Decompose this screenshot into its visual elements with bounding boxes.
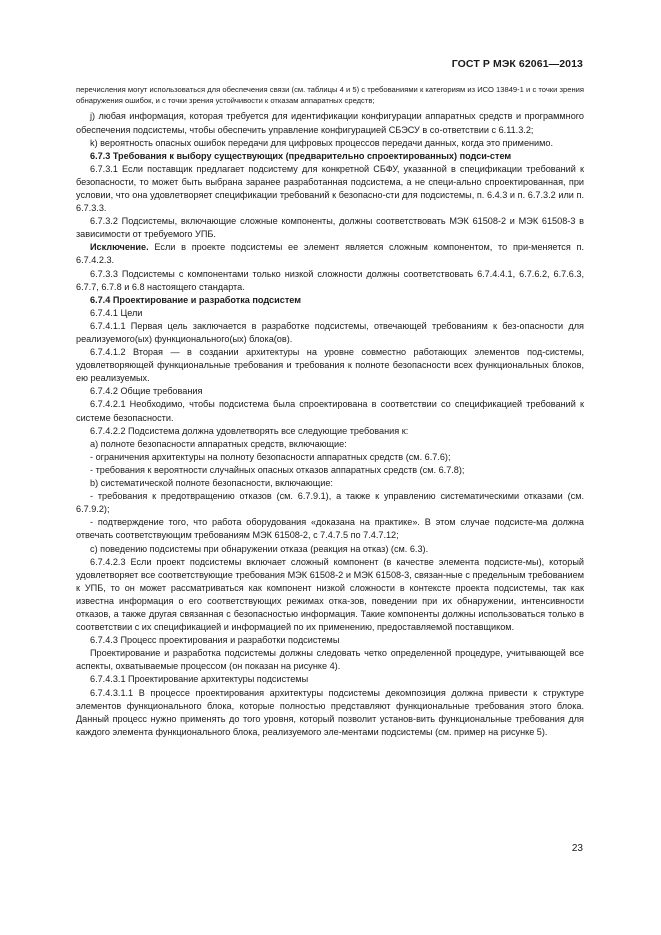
list-item-k: k) вероятность опасных ошибок передачи для цифровых процессов передачи данных, когда это применимо. [90,137,554,148]
section-heading-6-7-3: 6.7.3 Требования к выбору существующих (предварительно спроектированных) подси-стем [90,150,512,161]
clause-6-7-4-1: 6.7.4.1 Цели [90,307,143,318]
clause-6-7-4-2-3: 6.7.4.2.3 Если проект подсистемы включает сложный компонент (в качестве элемента подсисте-мы), который удовлетворяет все соответствующие требования МЭК 61508-2 и МЭК 61508-3, связан-ные с предельным требованием к УПБ, то он может рассматриваться как компонент низкой сложности в контексте проекта подсистемы, так как известна информация о его соответствующих режимах отка-зов, поведении при их обнаружении, интенсивности отказов, а также другая связанная с безопасностью информация. Такие компоненты должны использоваться только в соответствии с их спецификацией и информацией по их применению, предоставляемой поставщиком. [76,556,584,633]
section-heading-6-7-4: 6.7.4 Проектирование и разработка подсистем [90,294,301,305]
page-number: 23 [571,843,583,854]
list-item-j: j) любая информация, которая требуется для идентификации конфигурации аппаратных средств и программного обеспечения подсистемы, чтобы обеспечить управление конфигурацией СБЭСУ в со-ответствии с 6.11.3.2; [76,111,584,135]
clause-6-7-4-2-1: 6.7.4.2.1 Необходимо, чтобы подсистема была спроектирована в соответствии со спецификацией требований к системе безопасности. [76,399,584,423]
clause-6-7-3-2: 6.7.3.2 Подсистемы, включающие сложные компоненты, должны соответствовать МЭК 61508-2 и МЭК 61508-3 в зависимости от требуемого УПБ. [76,216,584,240]
clause-6-7-4-1-2: 6.7.4.1.2 Вторая — в создании архитектуры на уровне совместно работающих элементов под-системы, удовлетворяющей функциональные требования и требования к полноте безопасности всех функциональных блоков, ею реализуемых. [76,347,584,384]
exception-text: Если в проекте подсистемы ее элемент является сложным компонентом, то при-меняется п. 6.7.4.2.3. [76,242,584,266]
clause-6-7-3-1: 6.7.3.1 Если поставщик предлагает подсистему для конкретной СБФУ, указанной в спецификации требований к безопасности, то может быть выбрана заранее разработанная подсистема, а не специ-ально спроектированная, при условии, что она удовлетворяет спецификации требований к безопасно-сти для подсистемы, п. 6.4.3 и п. 6.7.3.2 или п. 6.7.3.3. [76,163,584,214]
list-subitem: - требования к вероятности случайных опасных отказов аппаратных средств (см. 6.7.8); [90,464,465,475]
list-item-c: c) поведению подсистемы при обнаружении отказа (реакция на отказ) (см. 6.3). [90,543,429,554]
process-paragraph: Проектирование и разработка подсистемы должны следовать четко определенной процедуре, учитывающей все аспекты, охватываемые процессом (он показан на рисунке 4). [76,648,584,672]
clause-6-7-3-3: 6.7.3.3 Подсистемы с компонентами только низкой сложности должны соответствовать 6.7.4.4.1, 6.7.6.2, 6.7.6.3, 6.7.7, 6.7.8 и 6.8 настоящего стандарта. [76,268,584,292]
clause-6-7-4-2: 6.7.4.2 Общие требования [90,386,203,397]
clause-6-7-4-1-1: 6.7.4.1.1 Первая цель заключается в разработке подсистемы, отвечающей требованиям к без-опасности для реализуемого(ых) функционального(ых) блока(ов). [76,320,584,344]
document-code-header: ГОСТ Р МЭК 62061—2013 [451,58,583,70]
document-body [76,84,584,739]
clause-6-7-4-3-1: 6.7.4.3.1 Проектирование архитектуры подсистемы [90,674,309,685]
exception-label: Исключение. [90,242,149,253]
list-subitem: - требования к предотвращению отказов (см. 6.7.9.1), а также к управлению систематическими отказами (см. 6.7.9.2); [76,491,584,515]
list-subitem: - подтверждение того, что работа оборудования «доказана на практике». В этом случае подсисте-ма должна отвечать соответствующим требованиям МЭК 61508-2, с 7.4.7.5 по 7.4.7.12; [76,517,584,541]
note-continuation: перечисления могут использоваться для обеспечения связи (см. таблицы 4 и 5) с требованиями к категориям из ИСО 13849-1 и с точки зрения обнаружения ошибок, и с точки зрения устойчивости к отказам аппаратных средств; [76,85,584,106]
list-item-b: b) систематической полноте безопасности, включающие: [90,478,333,489]
clause-6-7-4-3-1-1: 6.7.4.3.1.1 В процессе проектирования архитектуры подсистемы декомпозиция должна привести к структуре элементов функционального блока, которые полностью представляют функциональные требования этого блока. Данный процесс нужно применять до того уровня, который позволит установ-вить функциональные требования для каждого элемента функционального блока, реализуемого эле-ментами подсистемы (см. пример на рисунке 5). [76,687,584,737]
list-subitem: - ограничения архитектуры на полноту безопасности аппаратных средств (см. 6.7.6); [90,451,451,462]
clause-6-7-4-3: 6.7.4.3 Процесс проектирования и разработки подсистемы [90,635,340,646]
exception-paragraph [76,241,584,267]
clause-6-7-4-2-2: 6.7.4.2.2 Подсистема должна удовлетворять все следующие требования к: [90,425,409,436]
list-item-a: a) полноте безопасности аппаратных средств, включающие: [90,438,347,449]
